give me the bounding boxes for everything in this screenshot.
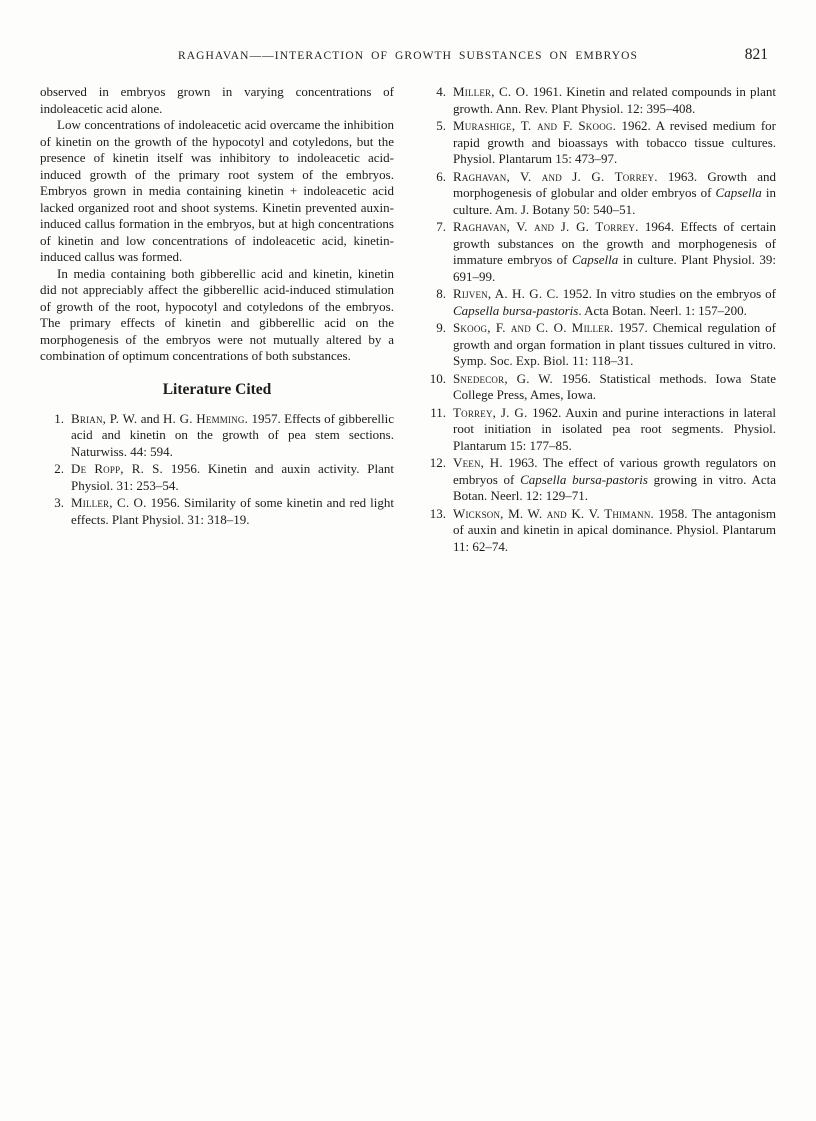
reference-text: Wickson, M. W. and K. V. Thimann. 1958. The antagonism of auxin and kinetin in apical dominance. Physiol. Plantarum 11: 62–74.	[453, 505, 776, 554]
two-column-body	[40, 84, 776, 556]
reference-item	[46, 495, 394, 528]
page-number: 821	[744, 46, 768, 63]
reference-list-right	[422, 84, 776, 555]
reference-list-left	[40, 411, 394, 529]
reference-number: 13.	[429, 505, 446, 521]
reference-text: Brian, P. W. and H. G. Hemming. 1957. Effects of gibberellic acid and kinetin on the growth of pea stem sections. Naturwiss. 44: 594.	[71, 410, 394, 459]
reference-number: 6.	[436, 168, 446, 184]
reference-text: Snedecor, G. W. 1956. Statistical methods. Iowa State College Press, Ames, Iowa.	[453, 370, 776, 402]
reference-number: 8.	[436, 286, 446, 301]
reference-item	[428, 219, 776, 285]
literature-cited-heading: Literature Cited	[162, 380, 272, 398]
reference-number: 10.	[429, 370, 446, 386]
reference-number: 5.	[436, 118, 446, 133]
reference-text: Miller, C. O. 1956. Similarity of some kinetin and red light effects. Plant Physiol. 31: 318–19.	[71, 495, 394, 527]
reference-number: 3.	[54, 495, 64, 510]
reference-item	[428, 405, 776, 455]
left-column	[40, 84, 394, 556]
reference-item	[428, 455, 776, 505]
reference-text: Miller, C. O. 1961. Kinetin and related compounds in plant growth. Ann. Rev. Plant Physiol. 12: 395–408.	[453, 84, 776, 116]
reference-item	[46, 411, 394, 461]
reference-text: De Ropp, R. S. 1956. Kinetin and auxin activity. Plant Physiol. 31: 253–54.	[71, 461, 394, 493]
reference-number: 7.	[436, 219, 446, 234]
reference-item	[428, 286, 776, 319]
reference-number: 2.	[54, 461, 64, 476]
page-header	[40, 46, 776, 68]
reference-item	[46, 461, 394, 494]
reference-text: Skoog, F. and C. O. Miller. 1957. Chemical regulation of growth and organ formation in plant tissues cultured in vitro. Symp. Soc. Exp. Biol. 11: 118–31.	[453, 320, 776, 368]
reference-text: Raghavan, V. and J. G. Torrey. 1964. Effects of certain growth substances on the growth and morphogenesis of immature embryos of Capsella in culture. Plant Physiol. 39: 691–99.	[453, 219, 776, 284]
reference-item	[428, 371, 776, 404]
reference-number: 1.	[54, 410, 64, 426]
paragraph: In media containing both gibberellic acid and kinetin, kinetin did not appreciably affect the gibberellic acid-induced stimulation of growth of the root, hypocotyl and cotyledons of the embryos. The primary effects of kinetin and gibberellic acid on the morphogenesis of the embryos were not mutually altered by a combination of optimum concentrations of both substances.	[40, 265, 394, 363]
reference-text: Veen, H. 1963. The effect of various growth regulators on embryos of Capsella bursa-pastoris growing in vitro. Acta Botan. Neerl. 12: 129–71.	[453, 455, 777, 503]
reference-text: Rijven, A. H. G. C. 1952. In vitro studies on the embryos of Capsella bursa-pastoris. Acta Botan. Neerl. 1: 157–200.	[453, 286, 776, 318]
reference-text: Murashige, T. and F. Skoog. 1962. A revised medium for rapid growth and bioassays with tobacco tissue cultures. Physiol. Plantarum 15: 473–97.	[453, 118, 776, 166]
reference-item	[428, 84, 776, 117]
reference-item	[428, 169, 776, 219]
running-title: RAGHAVAN——INTERACTION OF GROWTH SUBSTANCES ON EMBRYOS	[177, 50, 639, 62]
reference-item	[428, 506, 776, 556]
reference-number: 9.	[436, 320, 446, 335]
reference-text: Raghavan, V. and J. G. Torrey. 1963. Growth and morphogenesis of globular and older embryos of Capsella in culture. Am. J. Botany 50: 540–51.	[453, 168, 776, 217]
right-column	[422, 84, 776, 556]
reference-number: 4.	[436, 84, 446, 99]
paragraph: observed in embryos grown in varying concentrations of indoleacetic acid alone.	[40, 84, 394, 116]
reference-item	[428, 118, 776, 168]
reference-item	[428, 320, 776, 370]
reference-number: 12.	[429, 455, 446, 470]
reference-number: 11.	[430, 404, 446, 420]
reference-text: Torrey, J. G. 1962. Auxin and purine interactions in lateral root initiation in isolated pea root segments. Physiol. Plantarum 15: 177–85.	[453, 404, 776, 453]
paragraph: Low concentrations of indoleacetic acid overcame the inhibition of kinetin on the growth of the hypocotyl and cotyledons, but the presence of kinetin itself was inhibitory to indoleacetic acid-induced growth of the primary root system of the embryos. Embryos grown in media containing kinetin + indoleacetic acid lacked organized root and shoot systems. Kinetin prevented auxin-induced callus formation in the embryos, but at high concentrations of kinetin and low concentrations of indoleacetic acid, kinetin-induced callus was formed.	[40, 117, 394, 264]
